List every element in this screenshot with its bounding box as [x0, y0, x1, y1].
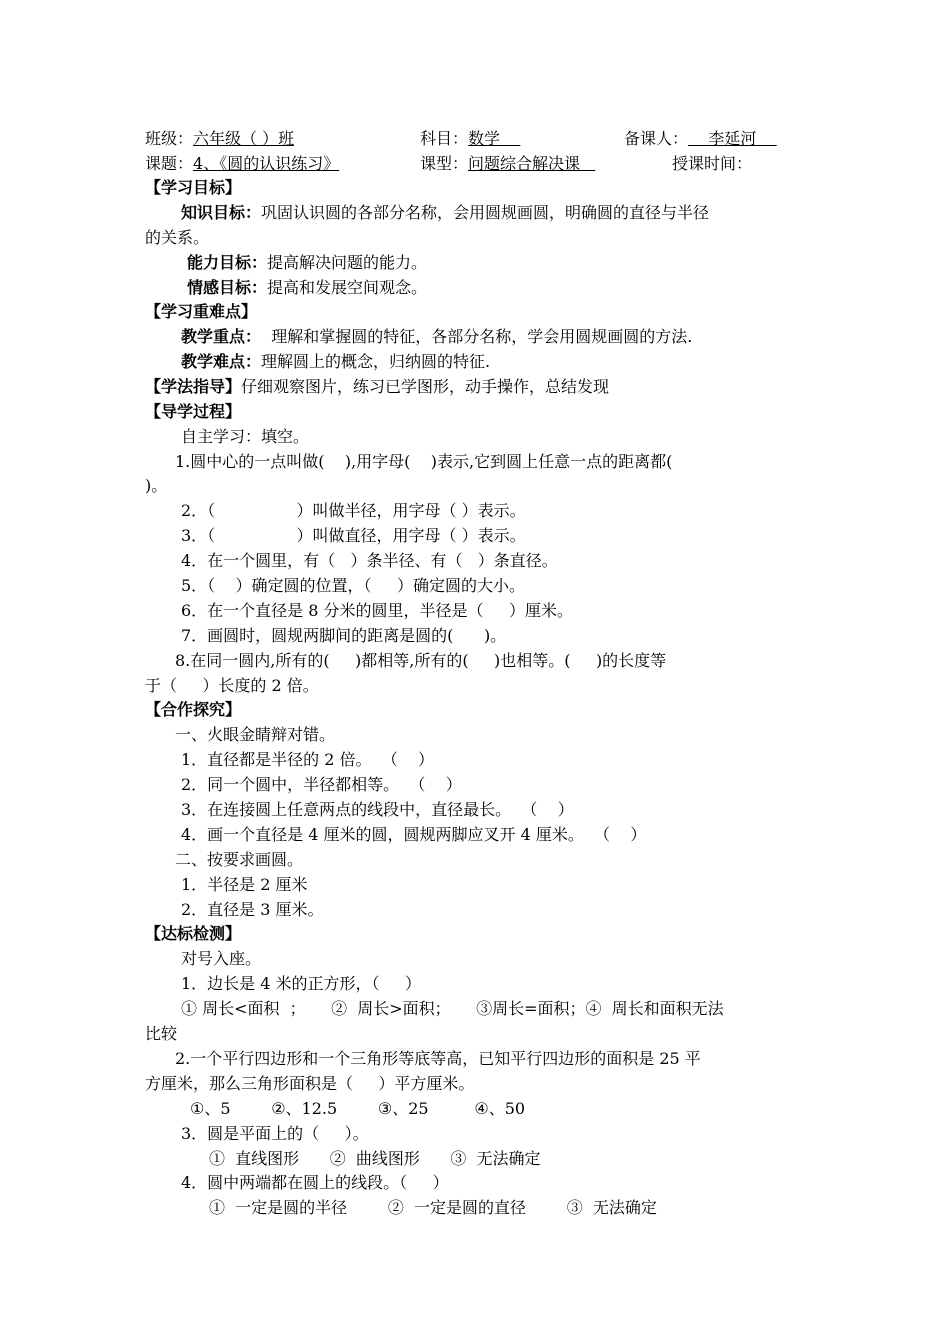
focus-point: [181, 327, 810, 347]
time-field: [672, 154, 752, 174]
method-text: 仔细观察图片，练习已学图形，动手操作，总结发现: [241, 377, 610, 396]
test-3-options: ① 直线图形 ② 曲线图形 ③ 无法确定: [209, 1149, 541, 1168]
type-field: [420, 154, 595, 174]
question-8: 8.在同一圆内,所有的( )都相等,所有的( )也相等。( )的长度等: [175, 651, 667, 670]
question-1-cont: )。: [145, 476, 168, 495]
topic-field: [145, 154, 339, 174]
preparer-field: [624, 129, 777, 149]
test-intro: 对号入座。: [181, 949, 262, 968]
judge-1: 1．直径都是半径的 2 倍。 （ ）: [181, 750, 435, 769]
test-heading: 【达标检测】: [145, 924, 242, 943]
preparer-label: 备课人：: [624, 129, 689, 148]
class-value: 六年级（ ）班: [193, 129, 295, 148]
goals-heading: 【学习目标】: [145, 178, 242, 197]
difficulty-label: 教学难点：: [181, 352, 262, 371]
class-field: [145, 129, 294, 149]
knowledge-label: 知识目标：: [181, 203, 262, 222]
test-3: 3．圆是平面上的（ ）。: [181, 1124, 369, 1143]
process-intro: 自主学习：填空。: [181, 427, 310, 446]
knowledge-text: 巩固认识圆的各部分名称，会用圆规画圆，明确圆的直径与半径: [261, 203, 710, 222]
test-4: 4．圆中两端都在圆上的线段。（ ）: [181, 1173, 449, 1192]
class-label: 班级：: [145, 129, 194, 148]
question-5: 5．（ ）确定圆的位置，（ ）确定圆的大小。: [181, 576, 525, 595]
question-6: 6．在一个直径是 8 分米的圆里，半径是（ ）厘米。: [181, 601, 573, 620]
subject-label: 科目：: [420, 129, 469, 148]
question-8-cont: 于（ ）长度的 2 倍。: [145, 676, 319, 695]
method-line: [145, 377, 810, 397]
topic-label: 课题：: [145, 154, 194, 173]
ability-goal: [187, 253, 810, 273]
type-value: 问题综合解决课: [468, 154, 581, 173]
test-2-options: ①、5 ②、12.5 ③、25 ④、50: [190, 1099, 526, 1118]
time-label: 授课时间：: [672, 154, 753, 173]
judge-4: 4．画一个直径是 4 厘米的圆，圆规两脚应叉开 4 厘米。 （ ）: [181, 825, 647, 844]
knowledge-goal: [181, 203, 810, 223]
question-2: 2．（ ）叫做半径，用字母（ ）表示。: [181, 501, 526, 520]
question-7: 7．画圆时，圆规两脚间的距离是圆的( )。: [181, 626, 507, 645]
draw-1: 1．半径是 2 厘米: [181, 875, 308, 894]
method-heading: 【学法指导】: [145, 377, 242, 396]
test-1-options-cont: 比较: [145, 1024, 178, 1043]
keypoints-heading: 【学习重难点】: [145, 302, 258, 321]
knowledge-goal-cont: 的关系。: [145, 228, 210, 247]
part2-title: 二、按要求画圆。: [175, 850, 304, 869]
draw-2: 2．直径是 3 厘米。: [181, 900, 324, 919]
preparer-value: 李延河: [708, 129, 757, 148]
cooperation-heading: 【合作探究】: [145, 700, 242, 719]
emotion-label: 情感目标：: [187, 278, 268, 297]
judge-3: 3．在连接圆上任意两点的线段中，直径最长。 （ ）: [181, 800, 574, 819]
subject-field: [420, 129, 520, 149]
topic-value: 4、《圆的认识练习》: [193, 154, 340, 173]
type-label: 课型：: [420, 154, 469, 173]
test-4-options: ① 一定是圆的半径 ② 一定是圆的直径 ③ 无法确定: [209, 1198, 657, 1217]
subject-value: 数学: [468, 129, 501, 148]
question-1: 1.圆中心的一点叫做( ),用字母( )表示,它到圆上任意一点的距离都(: [175, 452, 673, 471]
test-2-cont: 方厘米，那么三角形面积是（ ）平方厘米。: [145, 1074, 475, 1093]
question-4: 4．在一个圆里，有（ ）条半径、有（ ）条直径。: [181, 551, 558, 570]
emotion-text: 提高和发展空间观念。: [267, 278, 428, 297]
test-2: 2.一个平行四边形和一个三角形等底等高，已知平行四边形的面积是 25 平: [175, 1049, 701, 1068]
part1-title: 一、火眼金睛辩对错。: [175, 725, 336, 744]
question-3: 3．（ ）叫做直径，用字母（ ）表示。: [181, 526, 526, 545]
ability-text: 提高解决问题的能力。: [267, 253, 428, 272]
test-1: 1．边长是 4 米的正方形，（ ）: [181, 974, 421, 993]
focus-label: 教学重点：: [181, 327, 262, 346]
emotion-goal: [187, 278, 810, 298]
process-heading: 【导学过程】: [145, 402, 242, 421]
difficulty-text: 理解圆上的概念，归纳圆的特征.: [261, 352, 491, 371]
difficulty-point: [181, 352, 810, 372]
ability-label: 能力目标：: [187, 253, 268, 272]
judge-2: 2．同一个圆中，半径都相等。 （ ）: [181, 775, 462, 794]
test-1-options: ① 周长<面积 ； ② 周长>面积； ③周长=面积；④ 周长和面积无法: [181, 999, 724, 1018]
focus-text: 理解和掌握圆的特征，各部分名称，学会用圆规画圆的方法.: [261, 327, 693, 346]
